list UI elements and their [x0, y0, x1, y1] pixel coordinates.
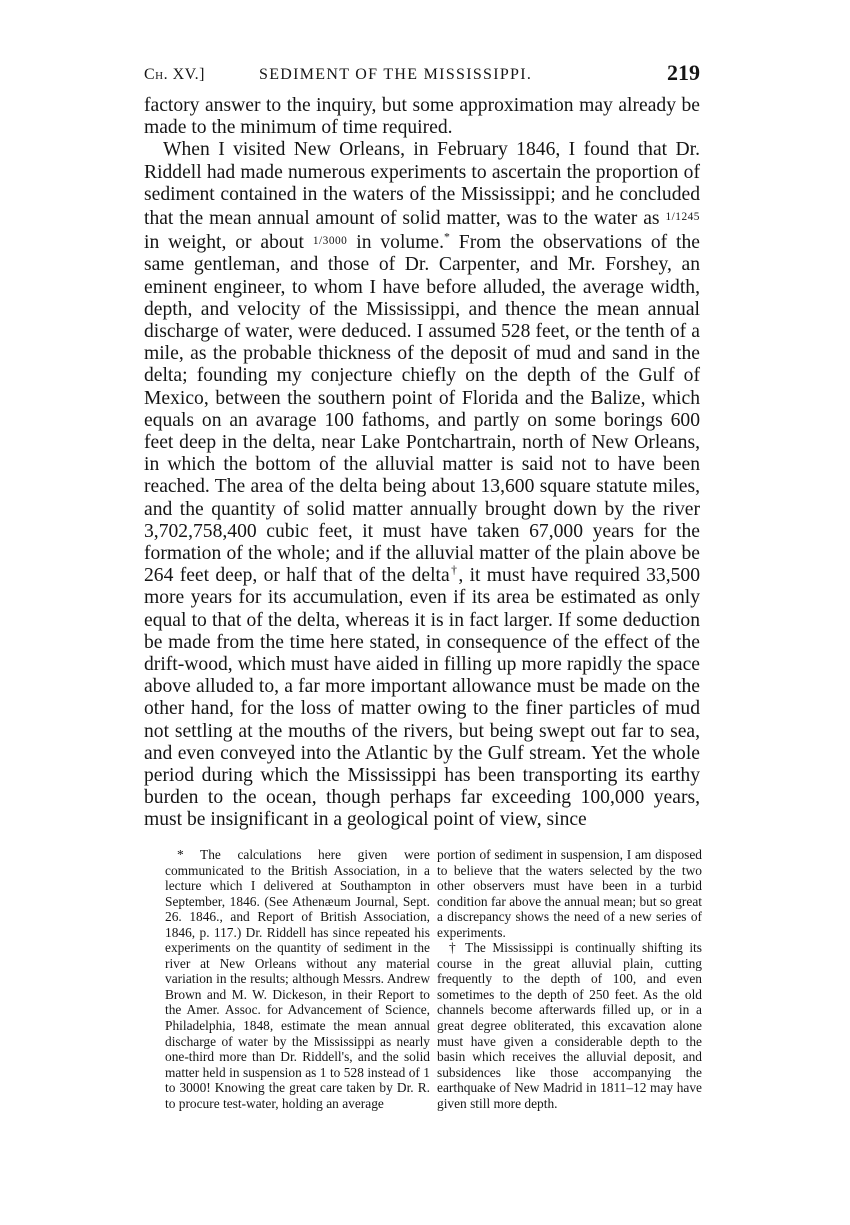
paragraph-new-orleans [144, 139, 700, 831]
footnotes-right-column [437, 847, 702, 1111]
text-run: , it must have required 33,500 more years for its accumulation, even if its area be estimated as only equal to that of the delta, whereas it is in fact larger. If some deduction be made from the time here stated, in consequence of the effect of the drift-wood, which must have aided in filling up more rapidly the space above alluded to, a far more important allowance must be made on the other hand, for the loss of matter owing to the finer particles of mud not settling at the mouths of the rivers, but being swept out far to sea, and even conveyed into the Atlantic by the Gulf stream. Yet the whole period during which the Mississippi has been transporting its earthy burden to the ocean, though perhaps far exceeding 100,000 years, must be insignificant in a geological point of view, since [144, 565, 701, 831]
footnote-asterisk-continued: portion of sediment in suspension, I am disposed to believe that the waters selected by the two other observers must have been in a turbid condition far above the annual mean; but so great a discrepancy shows the need of a new series of experiments. [437, 847, 702, 940]
text-run: in volume. [347, 232, 445, 254]
fraction-volume: 1/3000 [312, 235, 348, 248]
running-head [144, 58, 700, 88]
chapter-label: Ch. XV.] [144, 66, 205, 83]
footnote-marker-dagger: † [449, 563, 459, 577]
footnote-marker-asterisk: * [444, 230, 450, 244]
main-text [144, 95, 700, 832]
footnote-dagger: † The Mississippi is continually shifting its course in the great alluvial plain, cutting frequently to the depth of 100, and even sometimes to the depth of 250 feet. As the old channels become afterwards filled up, or in a great degree obliterated, this excavation alone must have given a considerable depth to the basin which receives the alluvial deposit, and subsidences like those accompanying the earthquake of New Madrid in 1811–12 may have given still more depth. [437, 940, 702, 1111]
text-run: When I visited New Orleans, in February 1846, I found that Dr. Riddell had made numerous experiments to ascertain the proportion of sediment contained in the waters of the Mississippi; and he concluded that the mean annual amount of solid matter, was to the water as [144, 139, 700, 229]
footnotes-left-column [165, 847, 430, 1111]
page-number: 219 [667, 60, 700, 85]
fraction-weight: 1/1245 [665, 211, 700, 224]
running-title: SEDIMENT OF THE MISSISSIPPI. [259, 66, 533, 83]
text-run: in weight, or about [144, 232, 313, 254]
footnote-asterisk: * The calculations here given were communicated to the British Association, in a lecture which I delivered at Southampton in September, 1846. (See Athenæum Journal, Sept. 26. 1846., and Report of British Association, 1846, p. 117.) Dr. Riddell has since repeated his experiments on the quantity of sediment in the river at New Orleans without any material variation in the results; although Messrs. Andrew Brown and M. W. Dickeson, in their Report to the Amer. Assoc. for Advancement of Science, Philadelphia, 1848, estimate the mean annual discharge of water by the Mississippi as nearly one-third more than Dr. Riddell's, and the solid matter held in suspension as 1 to 528 instead of 1 to 3000! Knowing the great care taken by Dr. R. to procure test-water, holding an average [165, 847, 430, 1111]
paragraph-continued: factory answer to the inquiry, but some approximation may already be made to the minimum of time required. [144, 95, 700, 139]
text-run: From the observations of the same gentleman, and those of Dr. Carpenter, and Mr. Forshey, an eminent engineer, to whom I have before alluded, the average width, depth, and velocity of the Mississippi, and thence the mean annual discharge of water, were deduced. I assumed 528 feet, or the tenth of a mile, as the probable thickness of the deposit of mud and sand in the delta; founding my conjecture chiefly on the depth of the Gulf of Mexico, between the southern point of Florida and the Balize, which equals on an avarage 100 fathoms, and partly on some borings 600 feet deep in the delta, near Lake Pontchartrain, north of New Orleans, in which the bottom of the alluvial matter is said not to have been reached. The area of the delta being about 13,600 square statute miles, and the quantity of solid matter annually brought down by the river 3,702,758,400 cubic feet, it must have taken 67,000 years for the formation of the whole; and if the alluvial matter of the plain above be 264 feet deep, or half that of the delta [144, 232, 700, 587]
